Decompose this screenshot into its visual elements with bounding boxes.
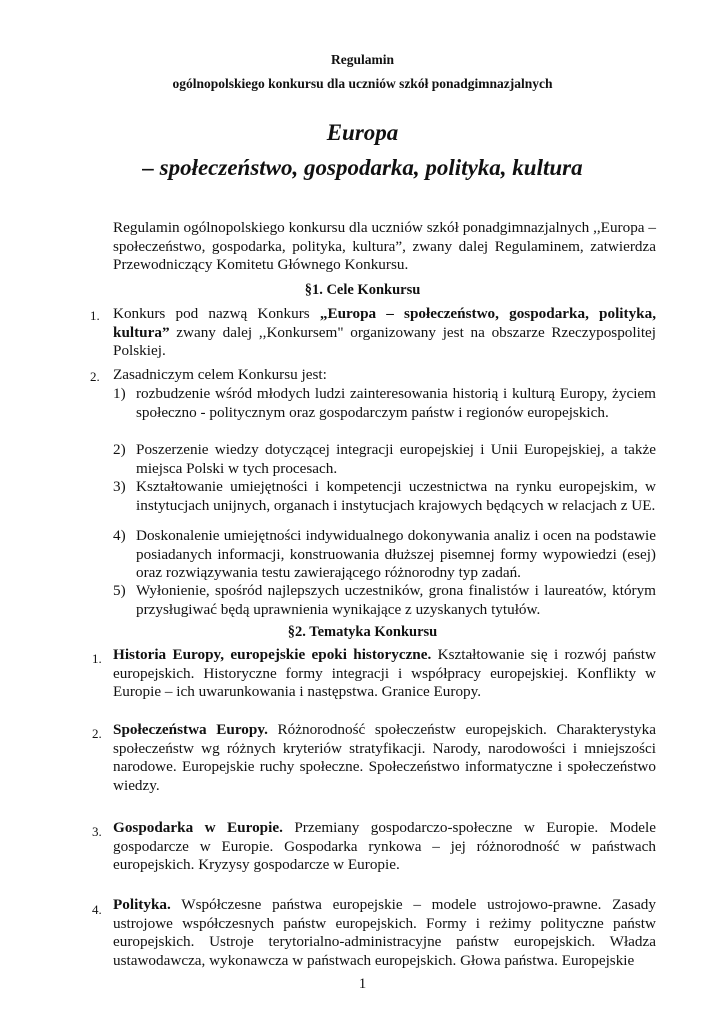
- topic-title: Gospodarka w Europie.: [113, 819, 283, 836]
- section-1-item-2: Zasadniczym celem Konkursu jest:: [113, 366, 327, 383]
- sub-list-number: 5): [113, 582, 126, 599]
- page-number: 1: [358, 976, 367, 992]
- topic-title: Historia Europy, europejskie epoki historyczne.: [113, 646, 432, 663]
- list-number: 4.: [92, 902, 102, 917]
- topic-text: Kształtowanie się i rozwój państw europejskich. Historyczne formy integracji i współpracy europejskiej. Konflikty w Europie – ich uwarunkowania i następstwa. Granice Europy.: [113, 646, 656, 701]
- section-2-item-2: [113, 721, 656, 795]
- section-2-item-3: [113, 819, 656, 875]
- sub-list-item: rozbudzenie wśród młodych ludzi zainteresowania historią i kulturą Europy, życiem społeczno - politycznym oraz gospodarczym państw i regionów europejskich.: [136, 385, 656, 421]
- list-number: 2.: [92, 726, 102, 741]
- title-line-2: – społeczeństwo, gospodarka, polityka, kultura: [142, 155, 583, 180]
- sub-list-item: Kształtowanie umiejętności i kompetencji uczestnictwa na rynku europejskim, w instytucjach unijnych, organach i instytucjach krajowych będących w relacjach z UE.: [136, 478, 656, 514]
- topic-text: Współczesne państwa europejskie – modele ustrojowo-prawne. Zasady ustrojowe współczesnych państw europejskich. Formy i reżimy polityczne państw europejskich. Ustroje terytorialno-administracyjne państw europejskich. Władza ustawodawcza, wykonawcza w państwach europejskich. Głowa państwa. Europejskie: [113, 896, 656, 969]
- list-number: 3.: [92, 824, 102, 839]
- topic-text: Przemiany gospodarczo-społeczne w Europie. Modele gospodarcze w Europie. Gospodarka rynkowa – jej różnorodność w państwach europejskich. Kryzysy gospodarcze w Europie.: [113, 819, 656, 874]
- section-2-item-4: [113, 896, 656, 970]
- topic-title: Polityka.: [113, 896, 171, 913]
- sub-list-item: Doskonalenie umiejętności indywidualnego dokonywania analiz i ocen na podstawie posiadanych informacji, konstruowania dłuższej pisemnej formy wypowiedzi (esej) oraz rozwiązywania testu zawierającego różnorodny typ zadań.: [136, 527, 656, 582]
- list-number: 1.: [92, 651, 102, 666]
- contest-name: „Europa – społeczeństwo, gospodarka, polityka, kultura”: [113, 305, 656, 341]
- topic-title: Społeczeństwa Europy.: [113, 721, 268, 738]
- list-number: 1.: [90, 308, 100, 323]
- sub-list-number: 4): [113, 527, 126, 544]
- sub-list-number: 1): [113, 385, 126, 402]
- topic-text: Różnorodność społeczeństw europejskich. Charakterystyka społeczeństw wg różnych kryteriów stratyfikacji. Narody, narodowości i mniejszości narodowe. Europejskie ruchy społeczne. Społeczeństwo informatyczne i społeczeństwo wiedzy.: [113, 721, 656, 794]
- item-text: Konkurs pod nazwą Konkurs: [113, 305, 320, 322]
- sub-list-number: 3): [113, 478, 126, 495]
- title-line-1: Europa: [326, 120, 399, 145]
- intro-paragraph: Regulamin ogólnopolskiego konkursu dla uczniów szkół ponadgimnazjalnych ,,Europa – społeczeństwo, gospodarka, polityka, kultura”, zwany dalej Regulaminem, zatwierdza Przewodniczący Komitetu Głównego Konkursu.: [113, 219, 656, 274]
- section-1-item-1: [113, 305, 656, 361]
- header-line-1: Regulamin: [330, 52, 394, 67]
- sub-list-item: Poszerzenie wiedzy dotyczącej integracji europejskiej i Unii Europejskiej, a także miejsca Polski w tych procesach.: [136, 441, 656, 477]
- sub-list-number: 2): [113, 441, 126, 458]
- section-1-heading: §1. Cele Konkursu: [304, 282, 421, 298]
- header-line-2: ogólnopolskiego konkursu dla uczniów szkół ponadgimnazjalnych: [172, 76, 553, 91]
- list-number: 2.: [90, 369, 100, 384]
- section-2-item-1: [113, 646, 656, 702]
- sub-list-item: Wyłonienie, spośród najlepszych uczestników, grona finalistów i laureatów, którym przysługiwać będą uprawnienia wynikające z uzyskanych tytułów.: [136, 582, 656, 618]
- item-text: zwany dalej ,,Konkursem" organizowany jest na obszarze Rzeczypospolitej Polskiej.: [113, 323, 656, 360]
- section-2-heading: §2. Tematyka Konkursu: [287, 624, 438, 640]
